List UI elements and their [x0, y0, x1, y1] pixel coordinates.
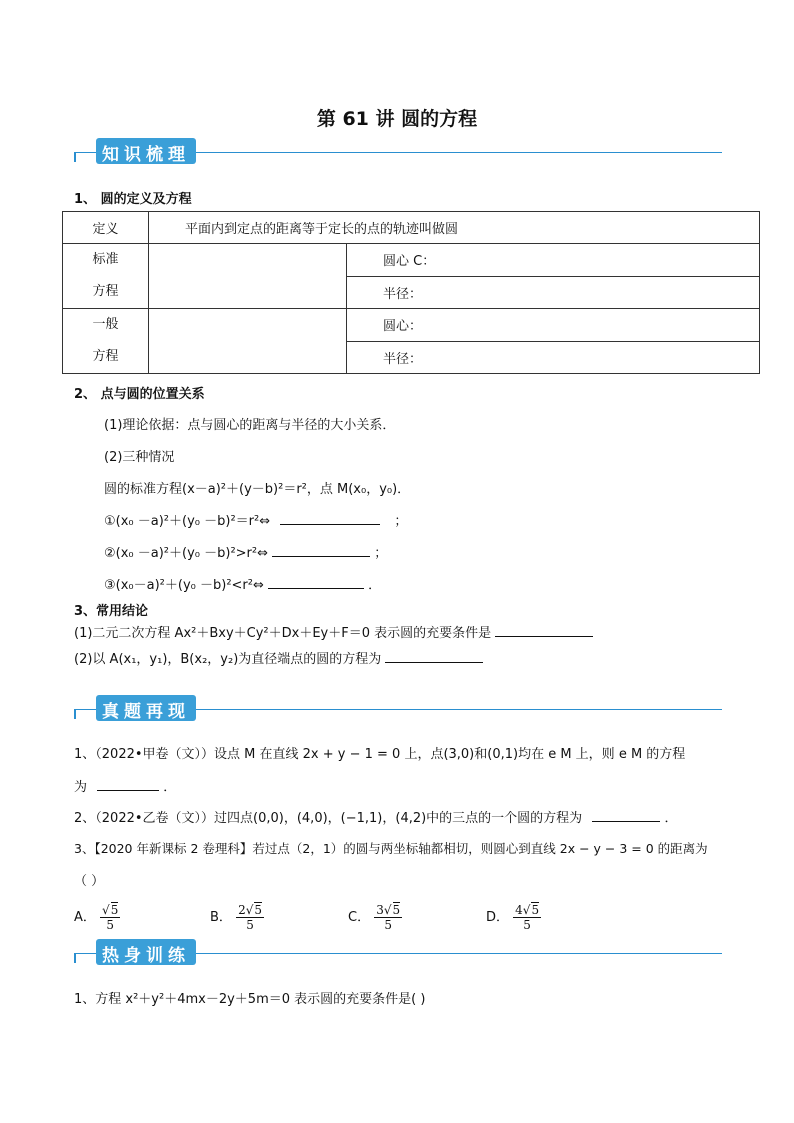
conclusion-1-text: (1)二元二次方程 Ax²＋Bxy＋Cy²＋Dx＋Ey＋F＝0 表示圆的充要条件是 [74, 626, 492, 641]
question-3-line2: （ ） [74, 874, 105, 889]
general-label-line2: 方程 [92, 349, 119, 364]
option-a-label: A． [74, 910, 96, 925]
question-1-end: ． [163, 780, 177, 795]
standard-equation-label [63, 244, 149, 309]
case-2-end: ； [374, 546, 388, 561]
warmup-question-1: 1、方程 x²＋y²＋4mx－2y＋5m＝0 表示圆的充要条件是( ) [74, 992, 426, 1007]
question-3-line1: 3、【2020 年新课标 2 卷理科】若过点（2，1）的圆与两坐标轴都相切，则圆心到直线 2x − y − 3 = 0 的距离为 [74, 841, 708, 856]
standard-radius-cell: 半径： [347, 276, 760, 309]
option-b-value: $\frac{2√5}{5}$ [238, 903, 262, 932]
case-3-blank[interactable] [268, 575, 364, 589]
standard-equation-cell [149, 244, 347, 309]
case-1-blank[interactable] [280, 511, 380, 525]
general-label-line1: 一般 [92, 317, 119, 332]
section-header-knowledge [74, 138, 722, 166]
conclusion-1 [74, 622, 593, 641]
option-a-value: $\frac{√5}{5}$ [102, 903, 119, 932]
standard-equation-text: 圆的标准方程(x－a)²＋(y－b)²＝r²，点 M(x₀，y₀)． [104, 482, 411, 497]
section-header-warmup [74, 939, 722, 967]
part2-heading: 2、 点与圆的位置关系 [74, 387, 205, 402]
option-d-label: D． [486, 910, 510, 925]
case-2 [104, 542, 387, 561]
option-c-value: $\frac{3√5}{5}$ [376, 903, 401, 932]
question-2-blank[interactable] [592, 808, 660, 822]
page-title: 第 61 讲 圆的方程 [316, 108, 478, 130]
general-radius-cell: 半径： [347, 341, 760, 374]
definition-text: 平面内到定点的距离等于定长的点的轨迹叫做圆 [149, 212, 760, 244]
section-marker [74, 709, 76, 719]
three-cases-title: (2)三种情况 [104, 450, 175, 465]
circle-definition-table [62, 211, 760, 374]
section-header-real-exam [74, 695, 722, 723]
conclusion-2-blank[interactable] [385, 649, 483, 663]
question-2-end: ． [664, 811, 678, 826]
section-marker [74, 152, 76, 162]
question-2 [74, 807, 677, 826]
case-1-end: ； [394, 514, 408, 529]
case-2-text: ②(x₀ －a)²＋(y₀ －b)²>r²⇔ [104, 546, 268, 561]
part3-heading: 3、常用结论 [74, 604, 149, 619]
option-c[interactable] [348, 903, 402, 932]
question-1-line2 [74, 776, 176, 795]
definition-label: 定义 [63, 212, 149, 244]
standard-label-line2: 方程 [92, 284, 119, 299]
conclusion-2-text: (2)以 A(x₁，y₁)，B(x₂，y₂)为直径端点的圆的方程为 [74, 652, 382, 667]
case-2-blank[interactable] [272, 543, 370, 557]
general-equation-label [63, 309, 149, 374]
question-2-text: 2、（2022•乙卷（文））过四点(0,0)，(4,0)，(−1,1)，(4,2)中的三点的一个圆的方程为 [74, 811, 583, 826]
case-1-text: ①(x₀ －a)²＋(y₀ －b)²＝r²⇔ [104, 514, 271, 529]
section-tab-label: 知识梳理 [96, 138, 196, 164]
standard-center-cell: 圆心 C： [347, 244, 760, 277]
option-d-value: $\frac{4√5}{5}$ [515, 903, 540, 932]
part1-heading: 1、 圆的定义及方程 [74, 192, 192, 207]
case-3-end: ． [368, 578, 382, 593]
section-tab-label: 热身训练 [96, 939, 196, 965]
case-3 [104, 574, 381, 593]
option-b[interactable] [210, 903, 264, 932]
general-equation-cell [149, 309, 347, 374]
option-a[interactable] [74, 903, 120, 932]
conclusion-2 [74, 648, 483, 667]
question-1-blank[interactable] [97, 777, 159, 791]
section-marker [74, 953, 76, 963]
option-b-label: B． [210, 910, 232, 925]
option-c-label: C． [348, 910, 371, 925]
case-1 [104, 510, 407, 529]
standard-label-line1: 标准 [92, 252, 119, 267]
general-center-cell: 圆心： [347, 309, 760, 342]
case-3-text: ③(x₀－a)²＋(y₀ －b)²<r²⇔ [104, 578, 264, 593]
question-1-prefix: 为 [74, 780, 88, 795]
section-tab-label: 真题再现 [96, 695, 196, 721]
question-1-line1: 1、（2022•甲卷（文））设点 M 在直线 2x + y − 1 = 0 上，点(3,0)和(0,1)均在 e M 上，则 e M 的方程 [74, 747, 686, 762]
option-d[interactable] [486, 903, 541, 932]
conclusion-1-blank[interactable] [495, 623, 593, 637]
theory-basis: (1)理论依据：点与圆心的距离与半径的大小关系． [104, 418, 396, 433]
